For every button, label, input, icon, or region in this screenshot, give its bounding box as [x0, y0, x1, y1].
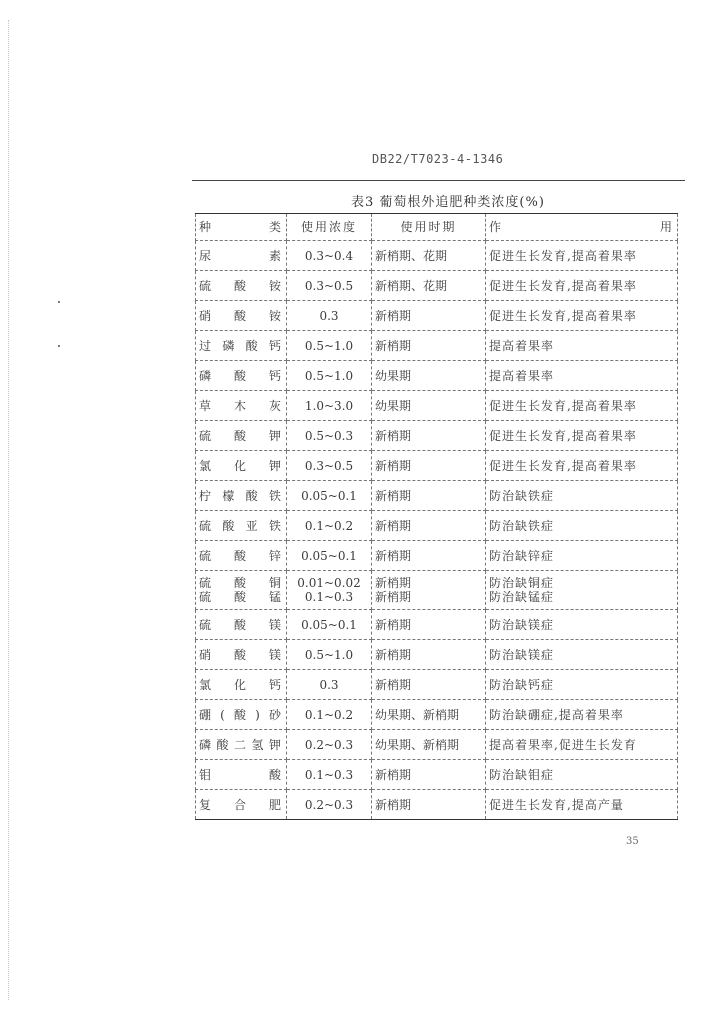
table-row [196, 241, 678, 271]
table-row [196, 451, 678, 481]
fertilizer-table [195, 213, 678, 820]
cell-text-line: 0.1~0.2 [304, 518, 354, 533]
cell-text-line: 磷酸钙 [199, 368, 283, 383]
column-header-effect: 作 用 [486, 214, 678, 241]
cell-text-line: 磷酸二氢钾 [199, 737, 283, 752]
cell-concentration [287, 391, 372, 421]
cell-fertilizer-name [196, 571, 287, 610]
cell-application-period [372, 541, 486, 571]
cell-concentration [287, 571, 372, 610]
cell-application-period [372, 391, 486, 421]
cell-effect [486, 481, 678, 511]
cell-application-period [372, 670, 486, 700]
cell-text-line: 0.5~1.0 [304, 647, 354, 662]
cell-concentration [287, 361, 372, 391]
table-row [196, 730, 678, 760]
cell-concentration [287, 730, 372, 760]
cell-text-line: 新梢期 [375, 767, 412, 782]
cell-text-line: 0.05~0.1 [301, 617, 357, 632]
cell-text-line: 防治缺钼症 [489, 767, 555, 782]
cell-fertilizer-name [196, 760, 287, 790]
cell-text-line: 新梢期 [375, 576, 412, 590]
table-row [196, 391, 678, 421]
cell-effect [486, 361, 678, 391]
cell-text-line: 幼果期 [375, 368, 412, 383]
cell-text-line: 复合肥 [199, 797, 283, 812]
cell-text-line: 硫酸镁 [199, 617, 283, 632]
cell-application-period [372, 271, 486, 301]
cell-text-line: 草木灰 [199, 398, 283, 413]
cell-text-line: 0.3 [319, 677, 339, 692]
cell-text-line: 提高着果率 [489, 338, 555, 353]
cell-effect [486, 670, 678, 700]
cell-concentration [287, 451, 372, 481]
cell-effect [486, 451, 678, 481]
table-row [196, 361, 678, 391]
table-row [196, 541, 678, 571]
cell-concentration [287, 670, 372, 700]
cell-text-line: 防治缺铁症 [489, 488, 555, 503]
cell-text-line: 防治缺镁症 [489, 617, 555, 632]
cell-fertilizer-name [196, 391, 287, 421]
cell-concentration [287, 790, 372, 820]
table-row [196, 670, 678, 700]
scan-edge-marks [8, 20, 13, 1000]
cell-text-line: 硝酸镁 [199, 647, 283, 662]
cell-text-line: 促进生长发育,提高着果率 [489, 398, 637, 413]
cell-text-line: 新梢期 [375, 797, 412, 812]
cell-application-period [372, 790, 486, 820]
cell-text-line: 提高着果率,促进生长发育 [489, 737, 637, 752]
cell-effect [486, 301, 678, 331]
cell-text-line: 新梢期、花期 [375, 248, 448, 263]
column-header-concentration: 使用浓度 [287, 214, 372, 241]
table-row [196, 571, 678, 610]
cell-text-line: 提高着果率 [489, 368, 555, 383]
cell-text-line: 过磷酸钙 [199, 338, 283, 353]
cell-text-line: 硫酸锌 [199, 548, 283, 563]
table-row [196, 700, 678, 730]
cell-text-line: 新梢期 [375, 548, 412, 563]
cell-text-line: 防治缺镁症 [489, 647, 555, 662]
cell-text-line: 0.5~1.0 [304, 368, 354, 383]
cell-text-line: 新梢期 [375, 488, 412, 503]
cell-text-line: 促进生长发育,提高着果率 [489, 458, 637, 473]
table-title: 表3 葡萄根外追肥种类浓度(%) [351, 195, 545, 210]
cell-text-line: 钼 酸 [199, 767, 283, 782]
cell-text-line: 新梢期 [375, 677, 412, 692]
cell-text-line: 0.2~0.3 [304, 797, 354, 812]
cell-text-line: 新梢期、花期 [375, 278, 448, 293]
cell-effect [486, 790, 678, 820]
cell-text-line: 幼果期、新梢期 [375, 707, 460, 722]
cell-text-line: 0.1~0.3 [304, 767, 354, 782]
cell-fertilizer-name [196, 790, 287, 820]
cell-text-line: 0.2~0.3 [304, 737, 354, 752]
cell-text-line: 硼(酸)砂 [199, 707, 283, 722]
cell-text-line: 幼果期、新梢期 [375, 737, 460, 752]
cell-text-line: 0.5~0.3 [304, 428, 354, 443]
cell-text-line: 防治缺硼症,提高着果率 [489, 707, 624, 722]
cell-text-line: 新梢期 [375, 308, 412, 323]
cell-application-period [372, 571, 486, 610]
cell-text-line: 0.01~0.02 [297, 576, 361, 590]
cell-fertilizer-name [196, 481, 287, 511]
cell-fertilizer-name [196, 301, 287, 331]
cell-effect [486, 730, 678, 760]
cell-fertilizer-name [196, 271, 287, 301]
cell-fertilizer-name [196, 361, 287, 391]
table-row [196, 481, 678, 511]
cell-application-period [372, 760, 486, 790]
cell-text-line: 0.5~1.0 [304, 338, 354, 353]
cell-effect [486, 331, 678, 361]
cell-text-line: 硫酸铵 [199, 278, 283, 293]
cell-text-line: 0.1~0.2 [304, 707, 354, 722]
cell-text-line: 促进生长发育,提高着果率 [489, 248, 637, 263]
cell-text-line: 新梢期 [375, 428, 412, 443]
cell-text-line: 幼果期 [375, 398, 412, 413]
cell-text-line: 柠檬酸铁 [199, 488, 283, 503]
cell-effect [486, 700, 678, 730]
cell-concentration [287, 700, 372, 730]
cell-text-line: 0.3~0.5 [304, 278, 354, 293]
cell-text-line: 硫酸锰 [199, 590, 283, 604]
cell-effect [486, 571, 678, 610]
table-header-row [196, 214, 678, 241]
cell-text-line: 促进生长发育,提高着果率 [489, 428, 637, 443]
cell-concentration [287, 421, 372, 451]
cell-text-line: 0.3~0.4 [304, 248, 354, 263]
cell-text-line: 氯化钾 [199, 458, 283, 473]
cell-text-line: 1.0~3.0 [304, 398, 354, 413]
cell-text-line: 0.05~0.1 [301, 548, 357, 563]
cell-text-line: 防治缺铜症 [489, 576, 555, 590]
cell-text-line: 新梢期 [375, 458, 412, 473]
cell-text-line: 硫酸铜 [199, 576, 283, 590]
scan-speck [58, 345, 60, 347]
table-row [196, 511, 678, 541]
cell-concentration [287, 481, 372, 511]
cell-text-line: 尿 素 [199, 248, 283, 263]
table-row [196, 790, 678, 820]
cell-concentration [287, 331, 372, 361]
cell-application-period [372, 361, 486, 391]
cell-fertilizer-name [196, 451, 287, 481]
cell-fertilizer-name [196, 541, 287, 571]
running-header: DB22/T7023-4-1346 [372, 152, 504, 166]
table-row [196, 271, 678, 301]
cell-effect [486, 760, 678, 790]
cell-fertilizer-name [196, 730, 287, 760]
cell-text-line: 新梢期 [375, 590, 412, 604]
cell-effect [486, 511, 678, 541]
cell-text-line: 0.3~0.5 [304, 458, 354, 473]
cell-text-line: 防治缺钙症 [489, 677, 555, 692]
cell-application-period [372, 331, 486, 361]
cell-application-period [372, 481, 486, 511]
cell-effect [486, 610, 678, 640]
cell-fertilizer-name [196, 331, 287, 361]
cell-application-period [372, 730, 486, 760]
cell-text-line: 新梢期 [375, 647, 412, 662]
cell-text-line: 防治缺锰症 [489, 590, 555, 604]
cell-application-period [372, 451, 486, 481]
cell-fertilizer-name [196, 610, 287, 640]
cell-concentration [287, 511, 372, 541]
cell-concentration [287, 271, 372, 301]
cell-effect [486, 391, 678, 421]
cell-application-period [372, 301, 486, 331]
cell-text-line: 0.1~0.3 [304, 590, 354, 604]
cell-text-line: 硫酸亚铁 [199, 518, 283, 533]
cell-effect [486, 541, 678, 571]
scan-speck [58, 301, 60, 303]
cell-text-line: 新梢期 [375, 338, 412, 353]
cell-text-line: 防治缺锌症 [489, 548, 555, 563]
cell-text-line: 新梢期 [375, 617, 412, 632]
cell-effect [486, 421, 678, 451]
cell-concentration [287, 760, 372, 790]
cell-fertilizer-name [196, 640, 287, 670]
cell-text-line: 促进生长发育,提高产量 [489, 797, 624, 812]
page-number: 35 [626, 836, 639, 847]
cell-effect [486, 640, 678, 670]
cell-application-period [372, 511, 486, 541]
column-header-type: 种 类 [196, 214, 287, 241]
cell-fertilizer-name [196, 241, 287, 271]
cell-fertilizer-name [196, 421, 287, 451]
cell-concentration [287, 301, 372, 331]
table-body [196, 241, 678, 820]
cell-text-line: 硝酸铵 [199, 308, 283, 323]
cell-concentration [287, 241, 372, 271]
cell-fertilizer-name [196, 511, 287, 541]
cell-application-period [372, 640, 486, 670]
cell-concentration [287, 640, 372, 670]
cell-concentration [287, 610, 372, 640]
cell-text-line: 促进生长发育,提高着果率 [489, 308, 637, 323]
cell-application-period [372, 610, 486, 640]
cell-text-line: 防治缺铁症 [489, 518, 555, 533]
cell-effect [486, 241, 678, 271]
cell-text-line: 新梢期 [375, 518, 412, 533]
cell-fertilizer-name [196, 700, 287, 730]
cell-text-line: 氯化钙 [199, 677, 283, 692]
cell-application-period [372, 700, 486, 730]
cell-concentration [287, 541, 372, 571]
cell-text-line: 0.05~0.1 [301, 488, 357, 503]
table-row [196, 331, 678, 361]
table-row [196, 421, 678, 451]
cell-application-period [372, 241, 486, 271]
cell-fertilizer-name [196, 670, 287, 700]
header-rule [192, 180, 685, 181]
table-row [196, 640, 678, 670]
cell-text-line: 硫酸钾 [199, 428, 283, 443]
cell-text-line: 0.3 [319, 308, 339, 323]
table-row [196, 301, 678, 331]
cell-effect [486, 271, 678, 301]
column-header-period: 使用时期 [372, 214, 486, 241]
cell-application-period [372, 421, 486, 451]
cell-text-line: 促进生长发育,提高着果率 [489, 278, 637, 293]
table-row [196, 760, 678, 790]
table-row [196, 610, 678, 640]
